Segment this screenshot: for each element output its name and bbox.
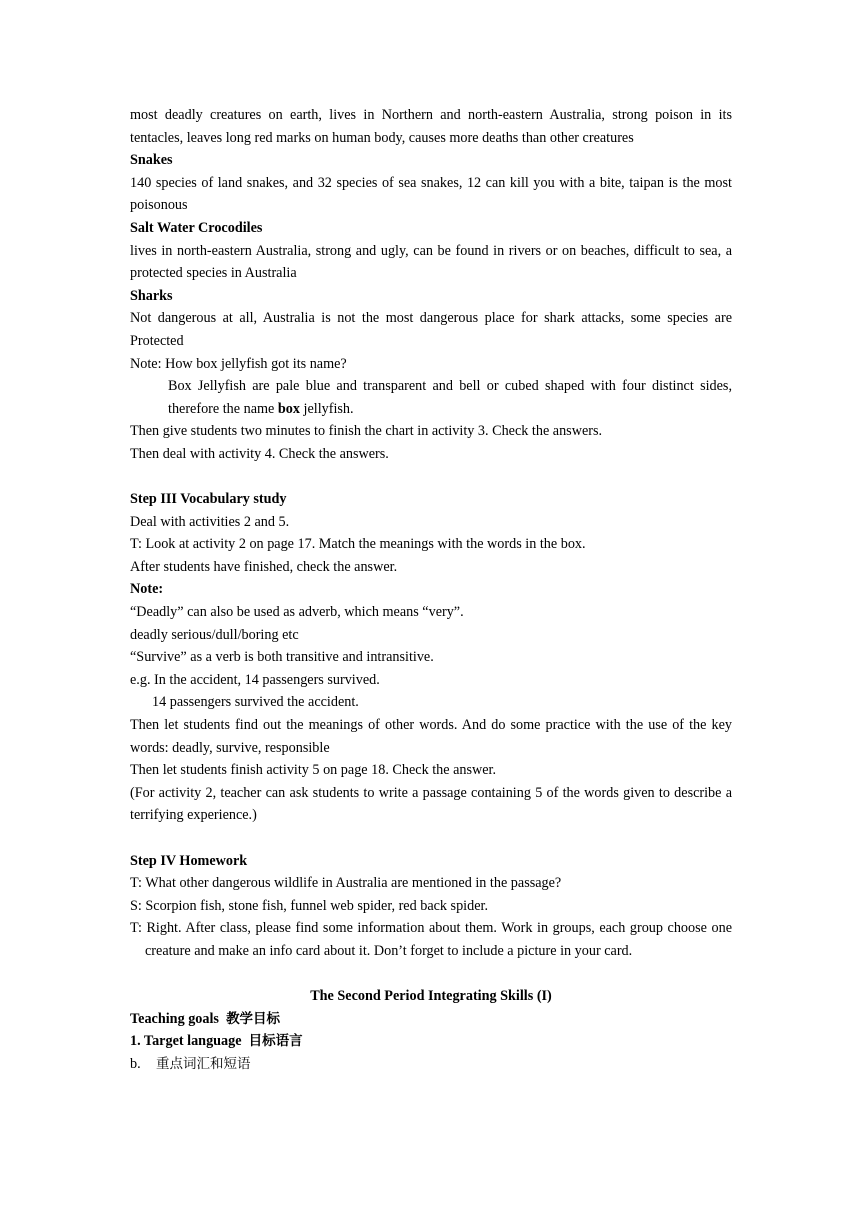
note-answer-end: jellyfish.	[299, 400, 354, 417]
step3-note-4: e.g. In the accident, 14 passengers survived.	[130, 671, 380, 688]
crocodiles-heading: Salt Water Crocodiles	[130, 219, 263, 236]
step3-line-3: After students have finished, check the answer.	[130, 558, 398, 575]
sharks-heading: Sharks	[130, 287, 173, 304]
note-answer-text: Box Jellyfish are pale blue and transparent and bell or cubed shaped with four distinct sides, therefore the name	[168, 378, 732, 417]
list-item-b	[130, 1053, 732, 1076]
step4-student-answer: S: Scorpion fish, stone fish, funnel web spider, red back spider.	[130, 897, 488, 914]
step3-line-4: Then let students find out the meanings of other words. And do some practice with the use of the key words: deadly, survive, responsible	[130, 717, 732, 756]
step4-teacher-instruction: T: Right. After class, please find some information about them. Work in groups, each group choose one creature and make an info card about it. Don’t forget to include a picture in your card.	[130, 920, 732, 959]
document-page	[130, 104, 732, 1076]
crocodiles-description: lives in north-eastern Australia, strong and ugly, can be found in rivers or on beaches, difficult to sea, a protected species in Australia	[130, 242, 732, 282]
snakes-heading: Snakes	[130, 152, 173, 169]
chart-instruction: Then give students two minutes to finish the chart in activity 3. Check the answers.	[130, 423, 603, 440]
step3-heading: Step III Vocabulary study	[130, 491, 287, 508]
step3-line-5: Then let students finish activity 5 on page 18. Check the answer.	[130, 762, 497, 779]
step4-heading: Step IV Homework	[130, 852, 248, 869]
key-vocabulary-cn: 重点词汇和短语	[156, 1055, 251, 1072]
step3-note-1: “Deadly” can also be used as adverb, which means “very”.	[130, 604, 464, 621]
spacer	[130, 827, 732, 850]
step3-note-2: deadly serious/dull/boring etc	[130, 626, 299, 643]
activity4-instruction: Then deal with activity 4. Check the answers.	[130, 445, 389, 462]
target-language-en: 1. Target language	[130, 1033, 242, 1050]
note-answer	[130, 375, 732, 420]
step3-line-6: (For activity 2, teacher can ask students to write a passage containing 5 of the words given to describe a terrifying experience.)	[130, 784, 732, 824]
teaching-goals-en: Teaching goals	[130, 1010, 219, 1027]
period-title: The Second Period Integrating Skills (I)	[310, 988, 552, 1005]
sharks-description: Not dangerous at all, Australia is not the most dangerous place for shark attacks, some species are Protected	[130, 310, 732, 349]
note-answer-bold: box	[277, 400, 300, 417]
step3-line-2: T: Look at activity 2 on page 17. Match the meanings with the words in the box.	[130, 536, 586, 553]
target-language-heading	[130, 1030, 732, 1053]
teaching-goals-cn: 教学目标	[226, 1010, 281, 1027]
note-question: Note: How box jellyfish got its name?	[130, 355, 347, 372]
step3-note-3: “Survive” as a verb is both transitive and intransitive.	[130, 649, 434, 666]
spacer	[130, 963, 732, 986]
jellyfish-description: most deadly creatures on earth, lives in Northern and north-eastern Australia, strong poison in its tentacles, leaves long red marks on human body, causes more deaths than other creatures	[130, 107, 732, 146]
step3-note-label: Note:	[130, 581, 164, 598]
step3-note-5: 14 passengers survived the accident.	[152, 694, 359, 711]
step4-teacher-question: T: What other dangerous wildlife in Australia are mentioned in the passage?	[130, 875, 562, 892]
step3-line-1: Deal with activities 2 and 5.	[130, 513, 290, 530]
list-marker: b.	[130, 1055, 141, 1072]
target-language-cn: 目标语言	[248, 1033, 303, 1050]
spacer	[130, 466, 732, 489]
teaching-goals-heading	[130, 1008, 732, 1031]
snakes-description: 140 species of land snakes, and 32 species of sea snakes, 12 can kill you with a bite, taipan is the most poisonous	[130, 174, 732, 214]
